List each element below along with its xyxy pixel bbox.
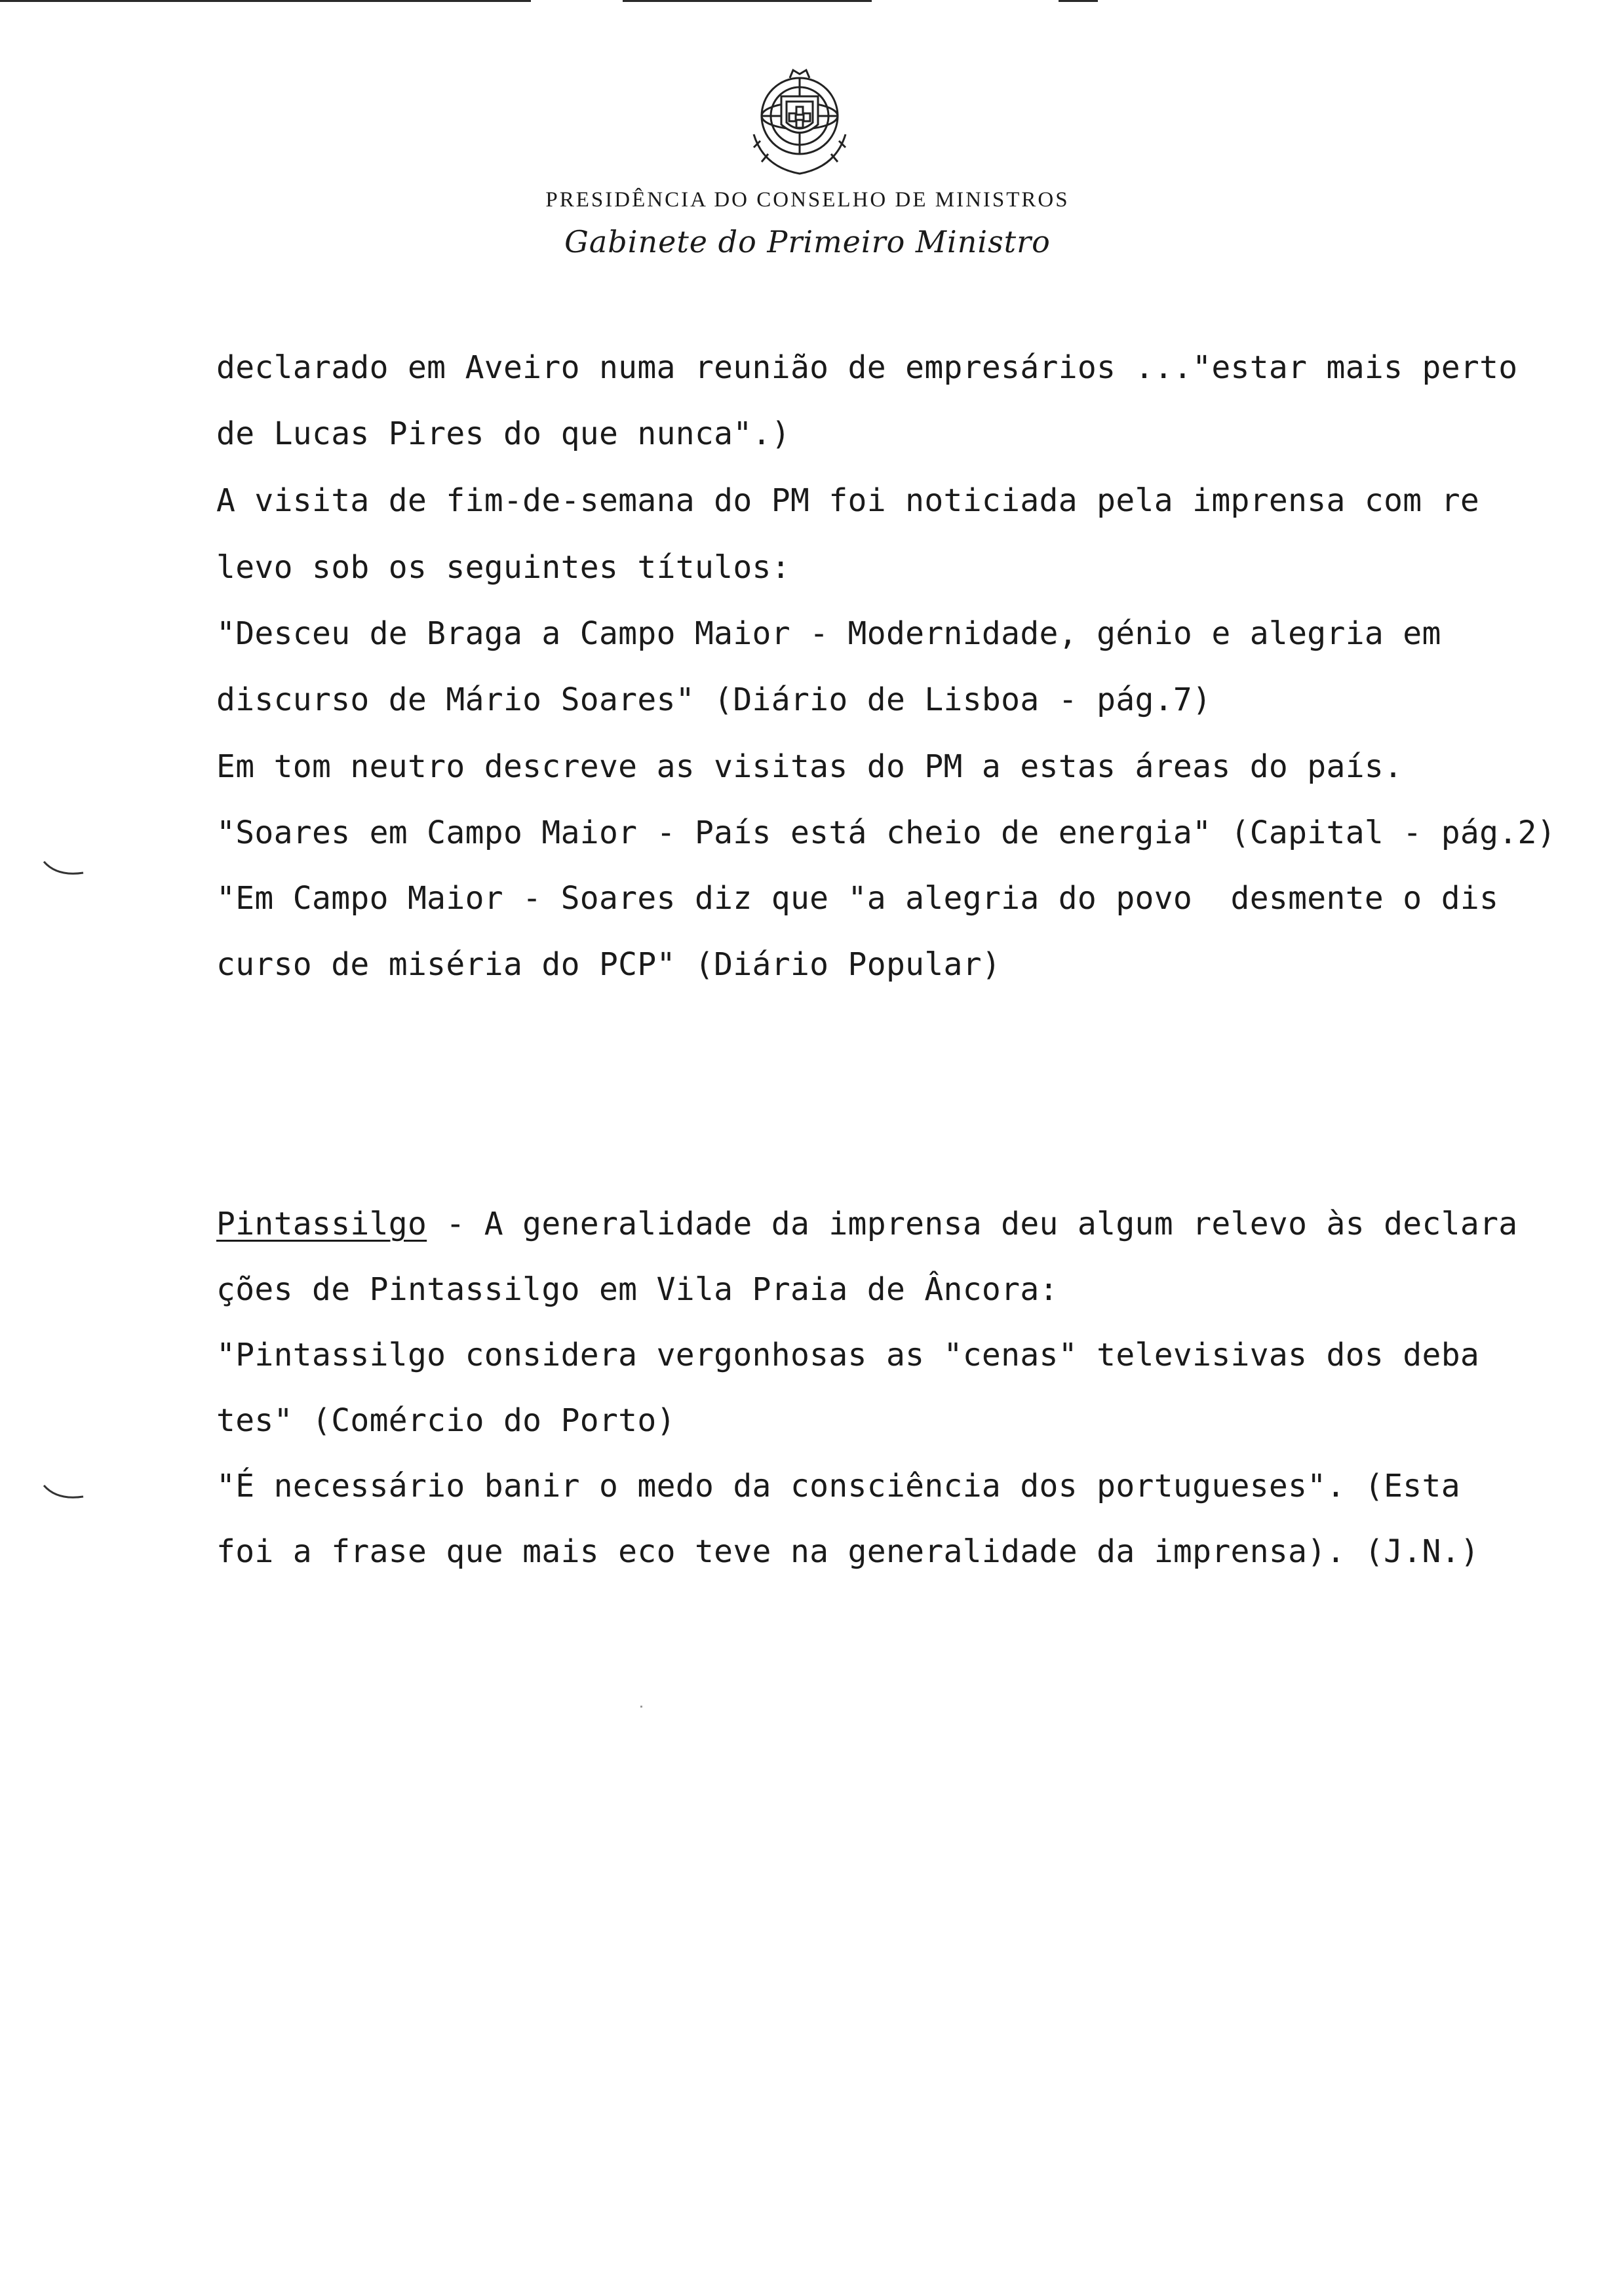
body-line: "Em Campo Maior - Soares diz que "a alegria do povo desmente o dis	[216, 880, 1499, 917]
top-edge-rule	[1059, 0, 1098, 2]
body-line: A visita de fim-de-semana do PM foi noticiada pela imprensa com re	[216, 482, 1480, 519]
body-line: tes" (Comércio do Porto)	[216, 1402, 676, 1439]
body-line: foi a frase que mais eco teve na generalidade da imprensa). (J.N.)	[216, 1533, 1480, 1570]
header-office-signature: Gabinete do Primeiro Ministro	[564, 224, 1051, 259]
section-heading-pintassilgo: Pintassilgo	[216, 1206, 427, 1242]
body-line: "Soares em Campo Maior - País está cheio de energia" (Capital - pág.2)	[216, 814, 1556, 851]
body-line: Em tom neutro descreve as visitas do PM a estas áreas do país.	[216, 748, 1403, 785]
margin-mark-icon	[41, 1482, 87, 1502]
body-line: "Desceu de Braga a Campo Maior - Modernidade, génio e alegria em	[216, 615, 1441, 652]
top-edge-rule	[0, 0, 531, 2]
body-line: levo sob os seguintes títulos:	[216, 549, 790, 586]
body-line: discurso de Mário Soares" (Diário de Lisboa - pág.7)	[216, 681, 1212, 718]
body-line: curso de miséria do PCP" (Diário Popular)	[216, 946, 1002, 983]
body-line: "É necessário banir o medo da consciência dos portugueses". (Esta	[216, 1468, 1460, 1504]
body-line: de Lucas Pires do que nunca".)	[216, 415, 790, 452]
paper-speck	[640, 1706, 642, 1708]
body-line: declarado em Aveiro numa reunião de empresários ..."estar mais perto	[216, 349, 1518, 386]
body-line: ções de Pintassilgo em Vila Praia de Âncora:	[216, 1271, 1059, 1308]
coat-of-arms-icon	[734, 56, 865, 187]
top-edge-rule	[623, 0, 872, 2]
body-line-text: - A generalidade da imprensa deu algum relevo às declara	[427, 1206, 1518, 1242]
body-line: "Pintassilgo considera vergonhosas as "cenas" televisivas dos deba	[216, 1337, 1480, 1373]
body-line	[216, 1206, 1518, 1242]
margin-mark-icon	[41, 858, 87, 878]
header-institution: PRESIDÊNCIA DO CONSELHO DE MINISTROS	[545, 188, 1070, 212]
